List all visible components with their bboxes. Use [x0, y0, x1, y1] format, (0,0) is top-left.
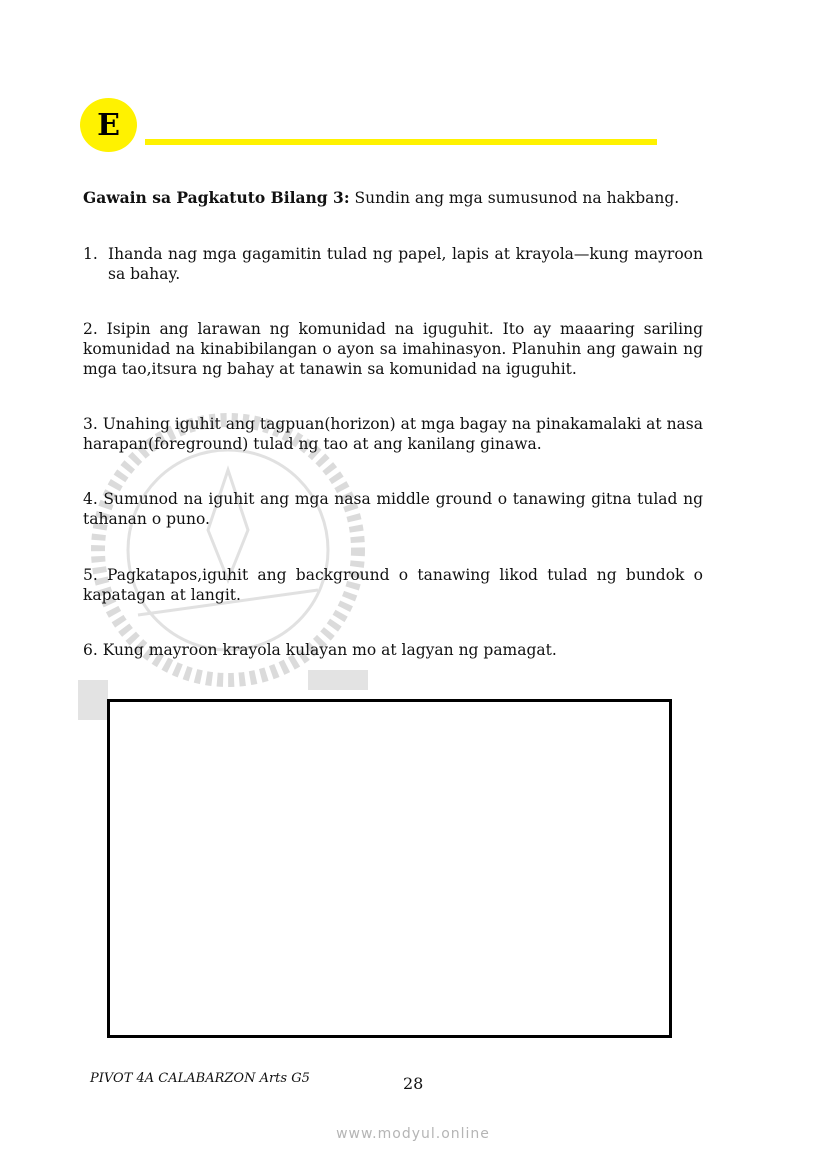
website-watermark: www.modyul.online	[336, 1126, 490, 1142]
section-underline	[145, 139, 657, 145]
step-6: 6. Kung mayroon krayola kulayan mo at lagyan ng pamagat.	[83, 641, 557, 659]
drawing-box[interactable]	[107, 699, 672, 1038]
activity-title: Gawain sa Pagkatuto Bilang 3:	[83, 188, 350, 207]
step-5: 5. Pagkatapos,iguhit ang background o tanawing likod tulad ng bundok o kapatagan at langit.	[83, 566, 703, 604]
step-4: 4. Sumunod na iguhit ang mga nasa middle ground o tanawing gitna tulad ng tahanan o puno.	[83, 490, 703, 528]
activity-heading	[83, 188, 703, 208]
step-2: 2. Isipin ang larawan ng komunidad na iguguhit. Ito ay maaaring sariling komunidad na kinabibilangan o ayon sa imahinasyon. Planuhin ang gawain ng mga tao,itsura ng bahay at tanawin sa komunidad na iguguhit.	[83, 320, 703, 378]
step-1	[83, 244, 703, 284]
step-3: 3. Unahing iguhit ang tagpuan(horizon) at mga bagay na pinakamalaki at nasa harapan(foreground) tulad ng tao at ang kanilang ginawa.	[83, 415, 703, 453]
module-footer: PIVOT 4A CALABARZON Arts G5	[90, 1071, 310, 1086]
section-letter-badge: E	[80, 98, 137, 152]
activity-instruction: Sundin ang mga sumusunod na hakbang.	[354, 189, 680, 207]
page-number: 28	[403, 1074, 424, 1093]
step-1-text: Ihanda nag mga gagamitin tulad ng papel, lapis at krayola—kung mayroon sa bahay.	[108, 245, 703, 283]
step-1-number: 1.	[83, 245, 98, 263]
